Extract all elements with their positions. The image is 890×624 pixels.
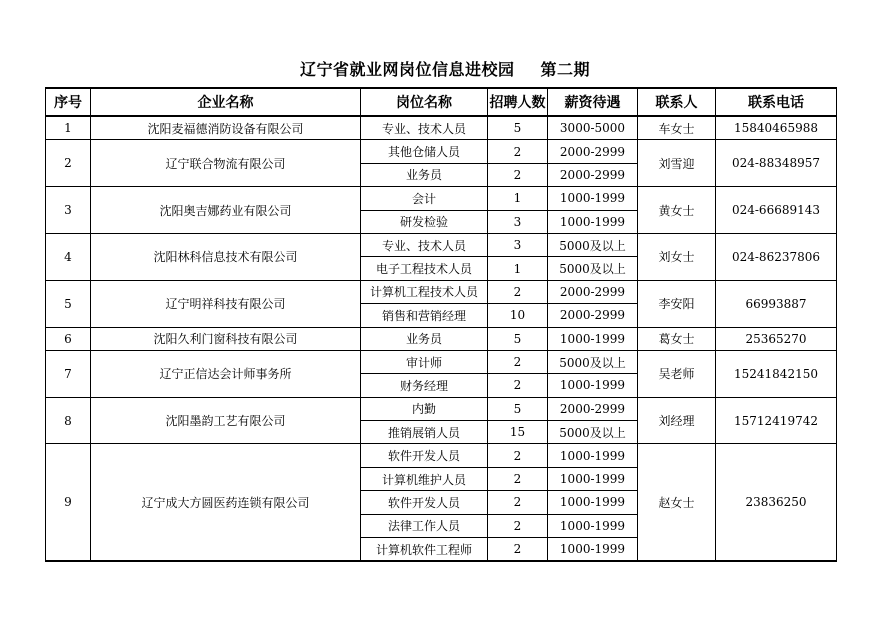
table-row <box>46 140 837 163</box>
cell-contact: 刘雪迎 <box>638 140 716 187</box>
cell-no: 6 <box>46 327 91 350</box>
issue-label: 第二期 <box>540 60 591 79</box>
cell-count: 2 <box>488 280 548 303</box>
cell-salary: 1000-1999 <box>548 444 638 467</box>
cell-phone: 024-88348957 <box>716 140 837 187</box>
cell-count: 2 <box>488 374 548 397</box>
cell-position: 会计 <box>361 187 488 210</box>
cell-count: 2 <box>488 467 548 490</box>
cell-salary: 5000及以上 <box>548 233 638 256</box>
cell-company: 辽宁联合物流有限公司 <box>91 140 361 187</box>
table-row <box>46 116 837 140</box>
cell-contact: 黄女士 <box>638 187 716 234</box>
cell-company: 辽宁正信达会计师事务所 <box>91 350 361 397</box>
cell-salary: 2000-2999 <box>548 140 638 163</box>
cell-position: 其他仓储人员 <box>361 140 488 163</box>
header-count: 招聘人数 <box>488 88 548 116</box>
cell-position: 推销展销人员 <box>361 421 488 444</box>
cell-position: 计算机工程技术人员 <box>361 280 488 303</box>
cell-position: 销售和营销经理 <box>361 304 488 327</box>
cell-position: 业务员 <box>361 327 488 350</box>
cell-salary: 1000-1999 <box>548 187 638 210</box>
cell-salary: 1000-1999 <box>548 538 638 562</box>
cell-count: 2 <box>488 491 548 514</box>
cell-contact: 赵女士 <box>638 444 716 561</box>
cell-count: 2 <box>488 350 548 373</box>
table-row <box>46 233 837 256</box>
page-title <box>0 57 890 80</box>
cell-salary: 1000-1999 <box>548 514 638 537</box>
cell-phone: 15241842150 <box>716 350 837 397</box>
table-row <box>46 350 837 373</box>
cell-position: 业务员 <box>361 163 488 186</box>
cell-count: 2 <box>488 163 548 186</box>
cell-salary: 2000-2999 <box>548 163 638 186</box>
cell-count: 1 <box>488 257 548 280</box>
cell-position: 软件开发人员 <box>361 444 488 467</box>
cell-position: 研发检验 <box>361 210 488 233</box>
cell-no: 2 <box>46 140 91 187</box>
cell-position: 审计师 <box>361 350 488 373</box>
cell-company: 沈阳久利门窗科技有限公司 <box>91 327 361 350</box>
cell-count: 3 <box>488 233 548 256</box>
cell-no: 8 <box>46 397 91 444</box>
title-text: 辽宁省就业网岗位信息进校园 <box>299 60 515 79</box>
cell-no: 7 <box>46 350 91 397</box>
cell-count: 5 <box>488 327 548 350</box>
cell-phone: 15712419742 <box>716 397 837 444</box>
table-row <box>46 397 837 420</box>
cell-salary: 1000-1999 <box>548 374 638 397</box>
cell-phone: 25365270 <box>716 327 837 350</box>
cell-position: 电子工程技术人员 <box>361 257 488 280</box>
cell-salary: 2000-2999 <box>548 280 638 303</box>
header-no: 序号 <box>46 88 91 116</box>
cell-count: 5 <box>488 116 548 140</box>
table-row <box>46 280 837 303</box>
cell-count: 1 <box>488 187 548 210</box>
cell-contact: 车女士 <box>638 116 716 140</box>
cell-position: 专业、技术人员 <box>361 233 488 256</box>
cell-salary: 5000及以上 <box>548 421 638 444</box>
cell-phone: 024-66689143 <box>716 187 837 234</box>
header-phone: 联系电话 <box>716 88 837 116</box>
cell-no: 3 <box>46 187 91 234</box>
cell-count: 2 <box>488 140 548 163</box>
cell-position: 财务经理 <box>361 374 488 397</box>
cell-contact: 吴老师 <box>638 350 716 397</box>
cell-company: 沈阳麦福德消防设备有限公司 <box>91 116 361 140</box>
cell-no: 5 <box>46 280 91 327</box>
cell-salary: 1000-1999 <box>548 327 638 350</box>
cell-contact: 李安阳 <box>638 280 716 327</box>
cell-phone: 66993887 <box>716 280 837 327</box>
cell-salary: 5000及以上 <box>548 350 638 373</box>
header-position: 岗位名称 <box>361 88 488 116</box>
job-table <box>45 87 837 562</box>
cell-salary: 3000-5000 <box>548 116 638 140</box>
cell-no: 1 <box>46 116 91 140</box>
cell-count: 3 <box>488 210 548 233</box>
cell-salary: 1000-1999 <box>548 491 638 514</box>
cell-salary: 1000-1999 <box>548 467 638 490</box>
cell-company: 辽宁明祥科技有限公司 <box>91 280 361 327</box>
cell-phone: 15840465988 <box>716 116 837 140</box>
table-row <box>46 444 837 467</box>
header-company: 企业名称 <box>91 88 361 116</box>
header-contact: 联系人 <box>638 88 716 116</box>
cell-contact: 刘女士 <box>638 233 716 280</box>
cell-company: 辽宁成大方圆医药连锁有限公司 <box>91 444 361 561</box>
cell-no: 4 <box>46 233 91 280</box>
header-row <box>46 88 837 116</box>
cell-count: 2 <box>488 538 548 562</box>
header-salary: 薪资待遇 <box>548 88 638 116</box>
cell-company: 沈阳林科信息技术有限公司 <box>91 233 361 280</box>
table-body <box>46 116 837 561</box>
cell-position: 法律工作人员 <box>361 514 488 537</box>
cell-count: 15 <box>488 421 548 444</box>
cell-salary: 2000-2999 <box>548 304 638 327</box>
cell-position: 计算机维护人员 <box>361 467 488 490</box>
cell-position: 专业、技术人员 <box>361 116 488 140</box>
cell-position: 内勤 <box>361 397 488 420</box>
table-row <box>46 187 837 210</box>
cell-salary: 1000-1999 <box>548 210 638 233</box>
cell-count: 2 <box>488 444 548 467</box>
cell-phone: 23836250 <box>716 444 837 561</box>
cell-contact: 葛女士 <box>638 327 716 350</box>
cell-position: 计算机软件工程师 <box>361 538 488 562</box>
cell-phone: 024-86237806 <box>716 233 837 280</box>
cell-count: 2 <box>488 514 548 537</box>
cell-salary: 2000-2999 <box>548 397 638 420</box>
cell-salary: 5000及以上 <box>548 257 638 280</box>
cell-count: 10 <box>488 304 548 327</box>
cell-contact: 刘经理 <box>638 397 716 444</box>
table-row <box>46 327 837 350</box>
cell-count: 5 <box>488 397 548 420</box>
cell-company: 沈阳墨韵工艺有限公司 <box>91 397 361 444</box>
cell-company: 沈阳奥吉娜药业有限公司 <box>91 187 361 234</box>
cell-position: 软件开发人员 <box>361 491 488 514</box>
cell-no: 9 <box>46 444 91 561</box>
